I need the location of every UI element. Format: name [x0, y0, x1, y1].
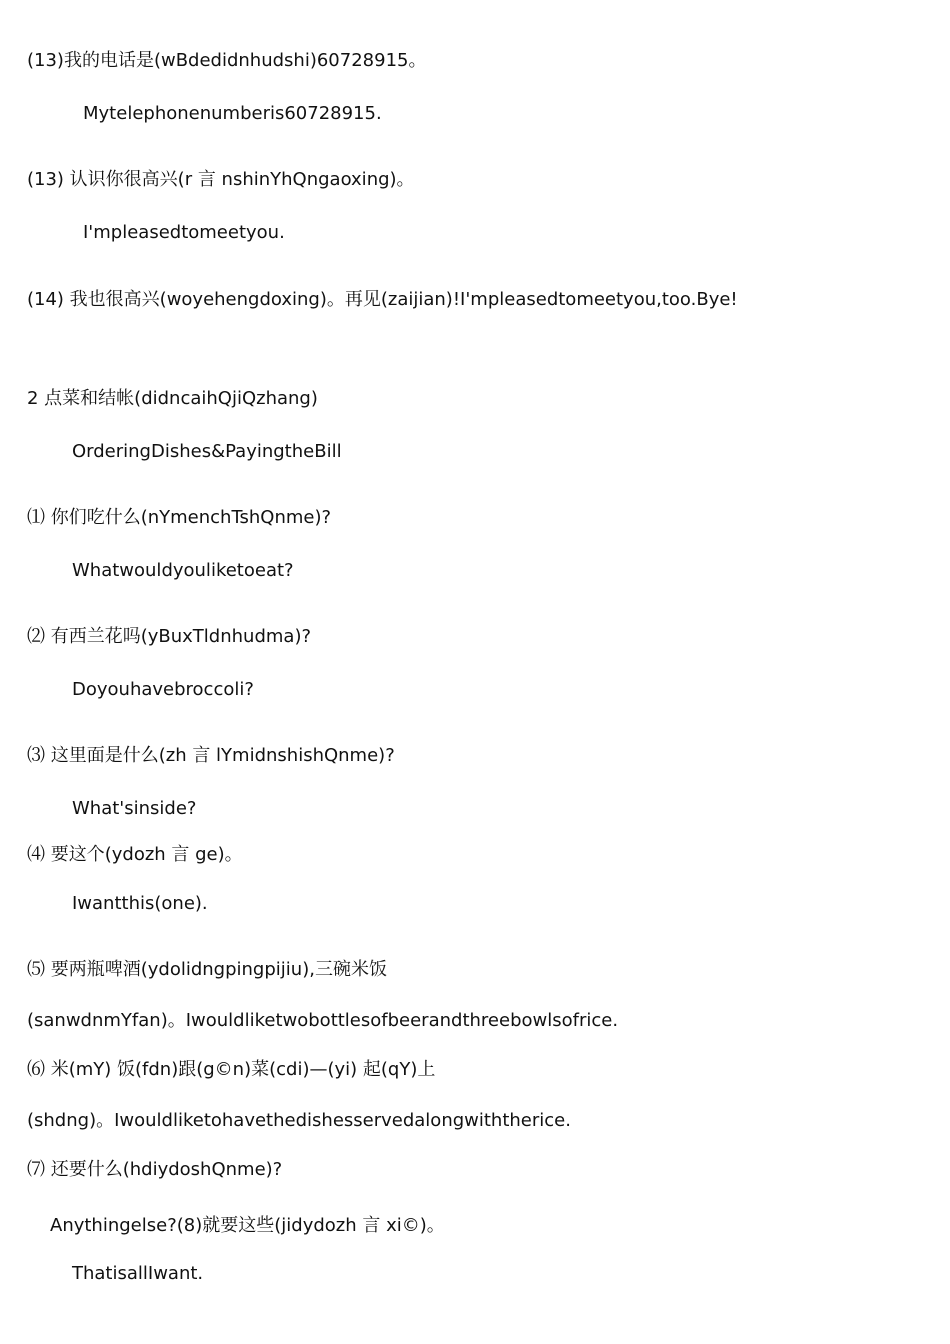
phrase-3-english: What'sinside?: [72, 798, 197, 819]
phrase-3-chinese: ⑶ 这里面是什么(zh 言 lYmidnshishQnme)?: [27, 745, 395, 766]
section-2-heading: 2 点菜和结帐(didncaihQjiQzhang): [27, 388, 318, 409]
phrase-13-chinese: (13)我的电话是(wBdedidnhudshi)60728915。: [27, 50, 427, 71]
phrase-5-continuation: (sanwdnmYfan)。Iwouldliketwobottlesofbeerandthreebowlsofrice.: [27, 1010, 619, 1031]
phrase-6-chinese: ⑹ 米(mY) 饭(fdn)跟(g©n)菜(cdi)—(yi) 起(qY)上: [27, 1059, 436, 1080]
phrase-4-english: Iwantthis(one).: [72, 893, 208, 914]
phrase-6-continuation: (shdng)。Iwouldliketohavethedishesservedalongwiththerice.: [27, 1110, 571, 1131]
section-2-subheading: OrderingDishes&PayingtheBill: [72, 441, 342, 462]
phrase-7-english-and-phrase-8: Anythingelse?(8)就要这些(jidydozh 言 xi©)。: [50, 1215, 445, 1236]
phrase-2-english: Doyouhavebroccoli?: [72, 679, 254, 700]
phrase-13-english: Mytelephonenumberis60728915.: [83, 103, 382, 124]
phrase-1-english: Whatwouldyouliketoeat?: [72, 560, 294, 581]
phrase-1-chinese: ⑴ 你们吃什么(nYmenchTshQnme)?: [27, 507, 332, 528]
phrase-4-chinese: ⑷ 要这个(ydozh 言 ge)。: [27, 844, 243, 865]
phrase-14: (14) 我也很高兴(woyehengdoxing)。再见(zaijian)!I'mpleasedtomeetyou,too.Bye!: [27, 289, 738, 310]
phrase-13b-english: I'mpleasedtomeetyou.: [83, 222, 285, 243]
phrase-13b-chinese: (13) 认识你很高兴(r 言 nshinYhQngaoxing)。: [27, 169, 415, 190]
phrase-2-chinese: ⑵ 有西兰花吗(yBuxTldnhudma)?: [27, 626, 312, 647]
phrase-8-english: ThatisallIwant.: [72, 1263, 204, 1284]
phrase-5-chinese: ⑸ 要两瓶啤酒(ydolidngpingpijiu),三碗米饭: [27, 959, 387, 980]
phrase-7-chinese: ⑺ 还要什么(hdiydoshQnme)?: [27, 1159, 283, 1180]
